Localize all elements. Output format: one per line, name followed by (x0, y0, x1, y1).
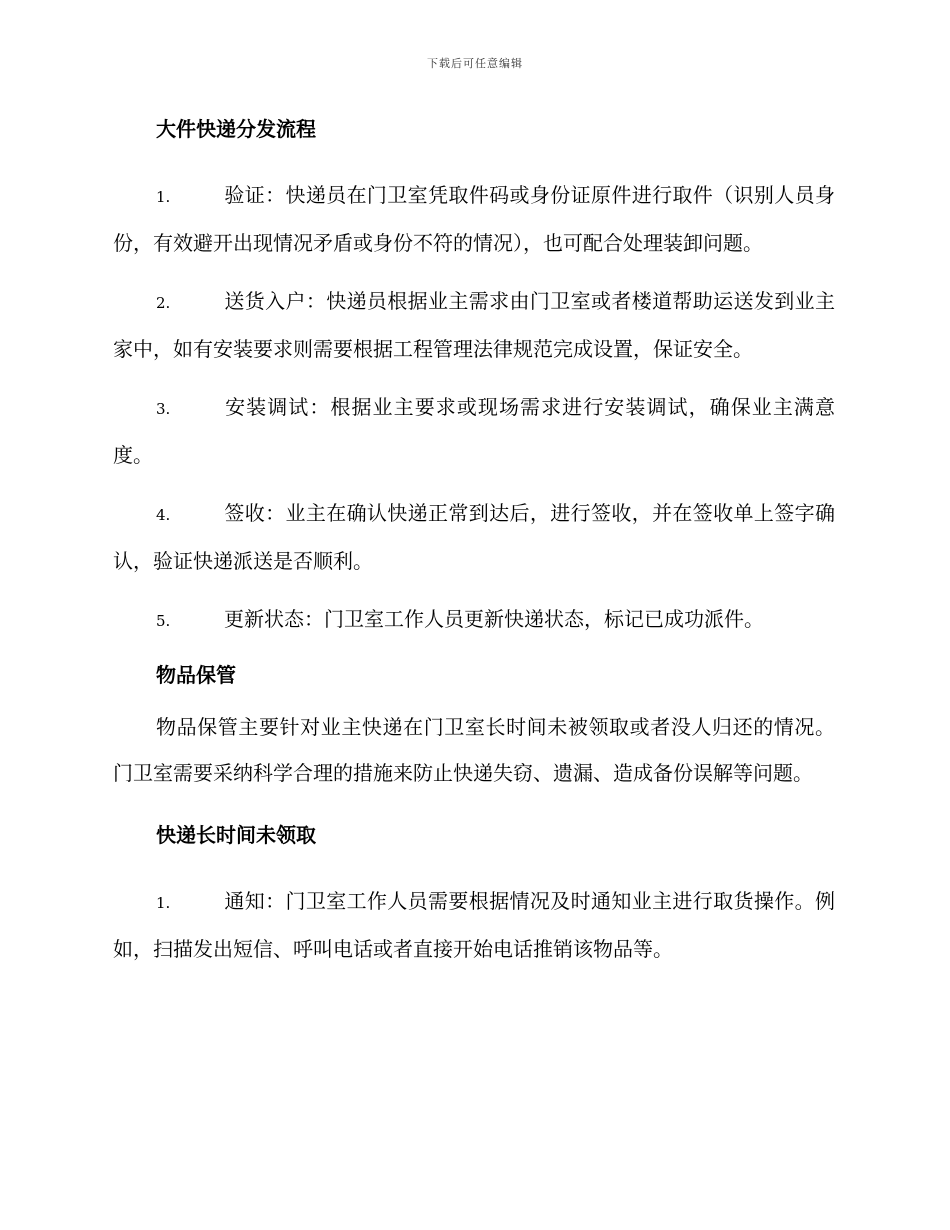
list-item-number: 2. (156, 294, 171, 312)
list-item-number: 3. (156, 400, 171, 418)
list-item-text: 验证：快递员在门卫室凭取件码或身份证原件进行取件（识别人员身份，有效避开出现情况矛盾或身份不符的情况），也可配合处理装卸问题。 (113, 183, 835, 255)
list-item-text: 送货入户：快递员根据业主需求由门卫室或者楼道帮助运送发到业主家中，如有安装要求则需要根据工程管理法律规范完成设置，保证安全。 (113, 289, 835, 361)
section-title-storage: 物品保管 (156, 663, 236, 687)
list-item (113, 278, 835, 372)
section-title-large-delivery: 大件快递分发流程 (156, 117, 316, 141)
list-item-text: 通知：门卫室工作人员需要根据情况及时通知业主进行取货操作。例如，扫描发出短信、呼叫电话或者直接开始电话推销该物品等。 (113, 889, 835, 961)
page-header: 下载后可任意编辑 (427, 57, 523, 70)
document-body (113, 112, 835, 984)
list-item (113, 490, 835, 584)
list-item (113, 172, 835, 266)
list-item-number: 1. (156, 894, 171, 912)
list-item-text: 签收：业主在确认快递正常到达后，进行签收，并在签收单上签字确认，验证快递派送是否顺利。 (113, 501, 835, 573)
list-item (113, 878, 835, 972)
list-item (113, 384, 835, 478)
list-item-text: 更新状态：门卫室工作人员更新快递状态，标记已成功派件。 (224, 607, 764, 631)
storage-paragraph: 物品保管主要针对业主快递在门卫室长时间未被领取或者没人归还的情况。门卫室需要采纳科学合理的措施来防止快递失窃、遗漏、造成备份误解等问题。 (113, 715, 835, 785)
section-title-unclaimed: 快递长时间未领取 (156, 823, 316, 847)
list-item-number: 4. (156, 506, 171, 524)
list-item-number: 5. (156, 612, 171, 630)
list-item-text: 安装调试：根据业主要求或现场需求进行安装调试，确保业主满意度。 (113, 395, 835, 467)
list-item-number: 1. (156, 188, 171, 206)
list-item (113, 596, 835, 644)
